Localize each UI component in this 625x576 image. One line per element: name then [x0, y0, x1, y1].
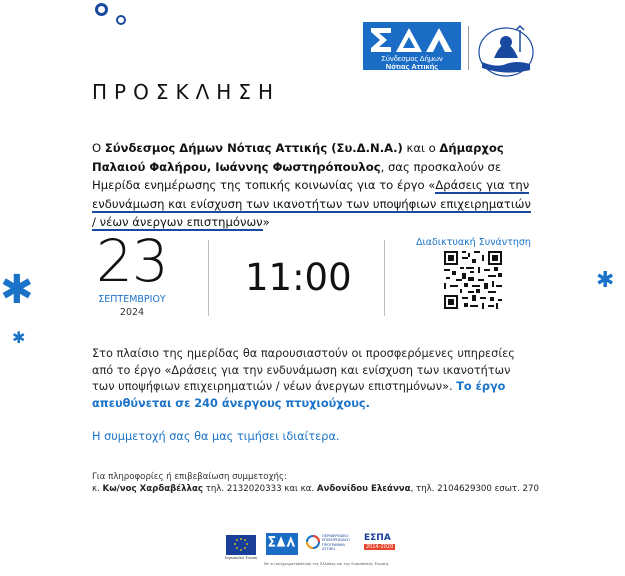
eu-label: Ευρωπαϊκή Ένωση: [224, 556, 258, 560]
eu-logo: [226, 535, 256, 555]
poseidon-seal-icon: [476, 22, 536, 78]
honor-message: Η συμμετοχή σας θα μας τιμήσει ιδιαίτερα.: [92, 430, 340, 443]
decor-asterisk-right: ✱: [596, 268, 615, 293]
sdna-footer-logo-mark: [266, 533, 298, 555]
event-year: 2024: [119, 307, 145, 318]
espa-label: ΕΣΠΑ: [364, 533, 391, 543]
description-text: Στο πλαίσιο της ημερίδας θα παρουσιαστούν οι προσφερόμενες υπηρεσίες από το έργο «Δράσεις για την ενδυνάμωση και ενίσχυση των ικανοτήτων των υποψήφιων επιχειρηματιών / νέων άνεργων επιστημόνων».: [92, 347, 515, 393]
sdna-logo-mark: [363, 24, 461, 54]
event-time: 11:00: [245, 256, 352, 299]
contact-name-2: Ανδονίδου Ελεάννα: [316, 484, 411, 494]
organizer-name: Σύνδεσμος Δήμων Νότιας Αττικής (Συ.Δ.Ν.Α.): [104, 141, 403, 155]
divider-right: [384, 240, 385, 316]
espa-logo: [364, 533, 404, 557]
region-program-logo: [306, 533, 354, 559]
sdna-logo: [363, 22, 461, 70]
online-meeting-label: Διαδικτυακή Συνάντηση: [416, 237, 531, 248]
contact-phone-2: , τηλ. 2104629300 εσωτ. 270: [410, 484, 539, 494]
intro-text-4: »: [262, 215, 270, 229]
paleo-faliro-seal: [476, 22, 536, 78]
region-program-label: ΠΕΡΙΦΕΡΕΙΑΚΟ ΕΠΙΧΕΙΡΗΣΙΑΚΟ ΠΡΟΓΡΑΜΜΑ ΑΤΤΙΚΗ: [322, 534, 350, 552]
description-paragraph: [92, 346, 532, 412]
intro-text-3: , σας προσκαλούν σε Ημερίδα ενημέρωσης της τοπικής κοινωνίας για το έργο «: [92, 159, 502, 192]
divider-left: [208, 240, 209, 316]
qr-code[interactable]: [444, 251, 502, 309]
decor-ring-large: [95, 3, 108, 16]
intro-text-1: Ο: [92, 141, 105, 155]
espa-years: 2014-2020: [366, 544, 394, 550]
mayor-name: Δήμαρχος Παλαιού Φαλήρου, Ιωάννης Φωστηρόπουλος: [92, 141, 504, 174]
project-title: Δράσεις για την ενδυνάμωση και ενίσχυση των ικανοτήτων των υποψήφιων επιχειρηματιών / νέων άνεργων επιστημόνων: [92, 178, 531, 229]
intro-text-2: και ο: [402, 141, 440, 155]
logo-divider: [468, 26, 469, 70]
contact-prefix: κ.: [92, 484, 103, 494]
decor-asterisk-left-large: ✱: [0, 267, 34, 313]
decor-asterisk-left-small: ✱: [12, 328, 26, 347]
contact-label: Για πληροφορίες ή επιβεβαίωση συμμετοχής:: [92, 472, 287, 482]
event-day: 23: [96, 227, 168, 295]
event-month: ΣΕΠΤΕΜΒΡΙΟΥ: [98, 294, 166, 305]
region-swirl-icon: [306, 535, 320, 549]
eu-stars-icon: [226, 535, 256, 555]
sdna-logo-text-line2: Νότιας Αττικής: [385, 62, 439, 71]
target-audience-highlight: Το έργο απευθύνεται σε 240 άνεργους πτυχιούχους.: [92, 380, 506, 410]
contact-name-1: Κω/νος Χαρδαβέλλας: [102, 484, 203, 494]
decor-ring-small: [116, 15, 126, 25]
invitation-title: ΠΡΟΣΚΛΗΣΗ: [92, 80, 280, 104]
contact-phone-1: τηλ. 2132020333 και κα.: [202, 484, 317, 494]
intro-paragraph: [92, 139, 532, 232]
cofund-note: Με τη συγχρηματοδότηση της Ελλάδας και της Ευρωπαϊκής Ένωσης: [264, 562, 389, 566]
sdna-footer-logo: [266, 533, 298, 555]
sdna-logo-text-line1: Σύνδεσμος Δήμων: [381, 54, 443, 63]
contact-details: [92, 484, 539, 494]
